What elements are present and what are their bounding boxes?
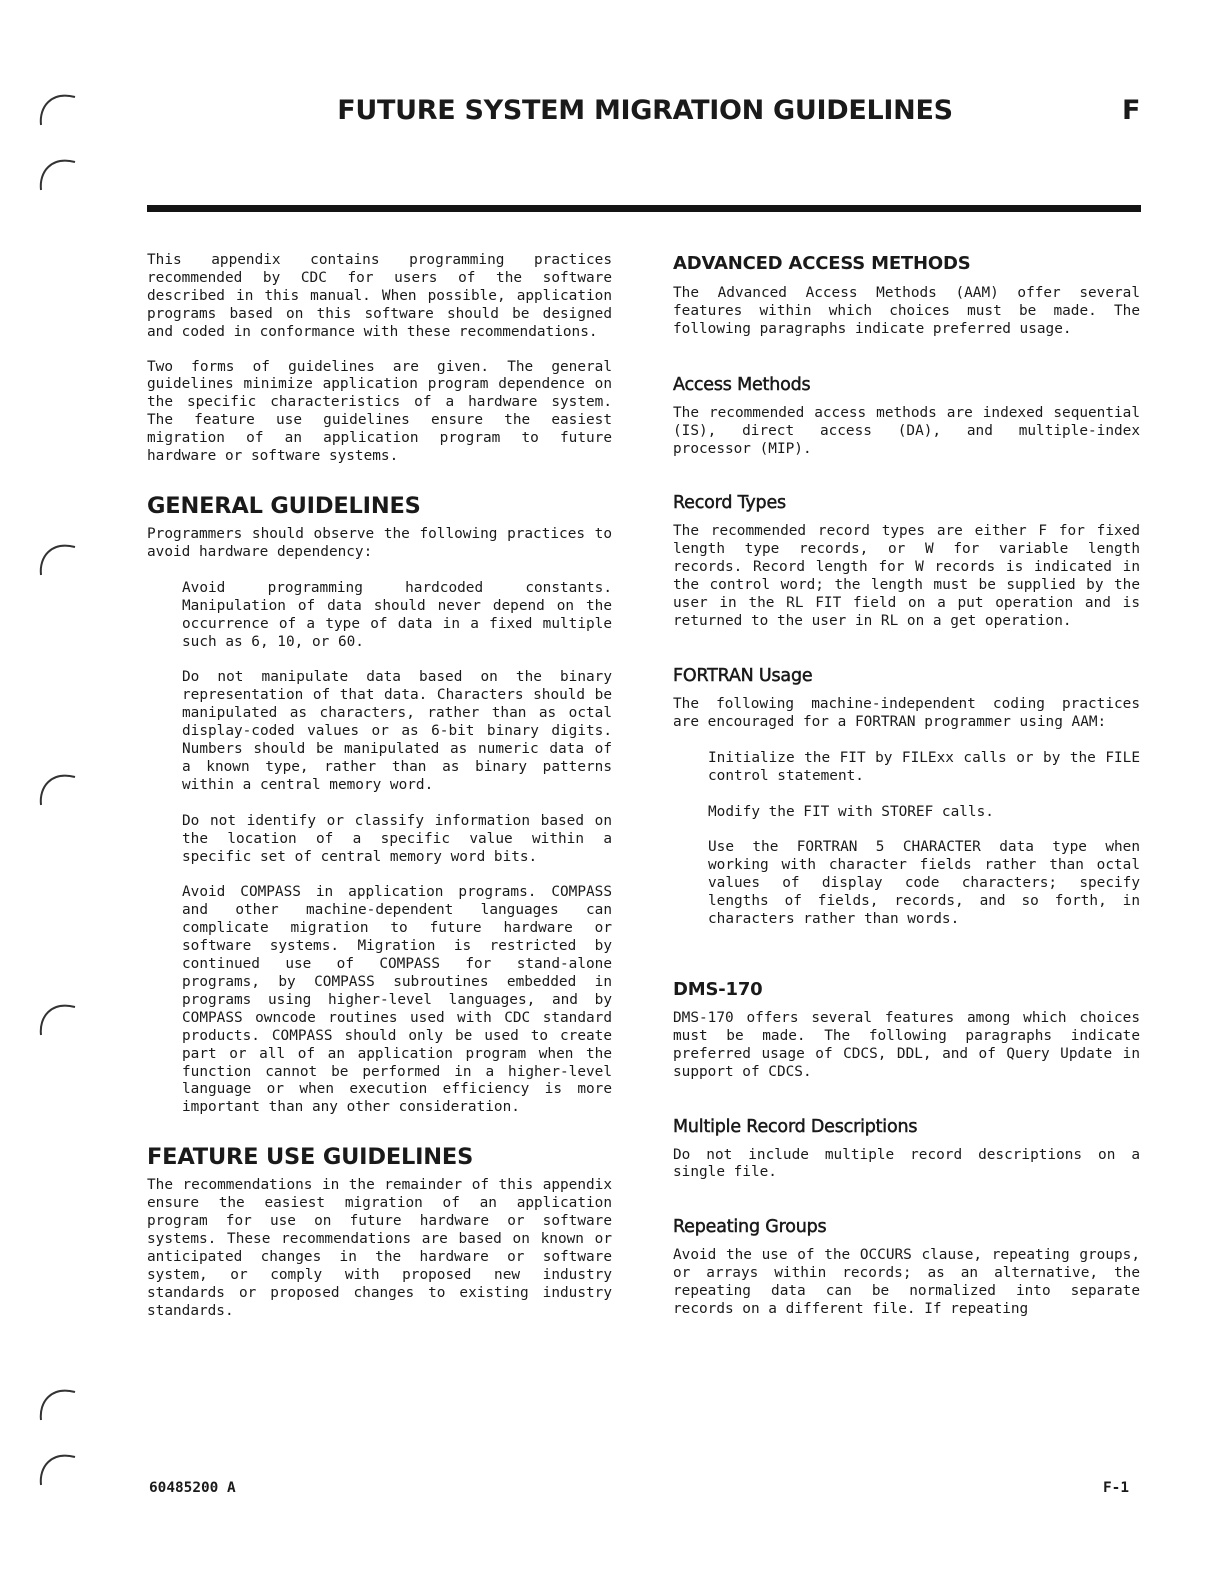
binder-hole-icon <box>35 150 80 195</box>
section-heading-feature: FEATURE USE GUIDELINES <box>147 1144 474 1171</box>
aam-paragraph: The Advanced Access Methods (AAM) offer several features within which choices must be made. The following paragraphs indicate preferred usage. <box>673 285 1140 337</box>
intro-paragraph: This appendix contains programming practices recommended by CDC for users of the software described in this manual. When possible, application programs based on this software should be designed and coded in conformance with these recommendations. <box>147 252 612 340</box>
document-number: 60485200 A <box>149 1480 236 1496</box>
fortran-paragraph: The following machine-independent coding practices are encouraged for a FORTRAN programmer using AAM: <box>673 695 1140 730</box>
list-item: Use the FORTRAN 5 CHARACTER data type when working with character fields rather than octal values of display code characters; specify lengths of fields, records, and so forth, in characters rather than words. <box>708 839 1140 928</box>
list-item: Avoid COMPASS in application programs. COMPASS and other machine-dependent languages can complicate migration to future hardware or software systems. Migration is restricted by continued use of COMPASS for stand-alone programs, by COMPASS subroutines embedded in programs using higher-level languages, and by COMPASS owncode routines used with CDC standard products. COMPASS should only be used to create part or all of an application program when the function cannot be performed in a higher-level language or when execution efficiency is more important than any other consideration. <box>182 884 612 1116</box>
subheading-repeating-groups: Repeating Groups <box>673 1217 827 1238</box>
general-intro: Programmers should observe the following practices to avoid hardware dependency: <box>147 525 612 560</box>
binder-hole-icon <box>35 1380 80 1425</box>
list-item: Do not identify or classify information based on the location of a specific value within a specific set of central memory word bits. <box>182 812 612 865</box>
subheading-multiple-record: Multiple Record Descriptions <box>673 1116 918 1137</box>
binder-hole-icon <box>35 535 80 580</box>
access-paragraph: The recommended access methods are indexed sequential (IS), direct access (DA), and multiple-index processor (MIP). <box>673 404 1140 457</box>
dms-paragraph: DMS-170 offers several features among which choices must be made. The following paragraphs indicate preferred usage of CDCS, DDL, and of Query Update in support of CDCS. <box>673 1009 1140 1080</box>
feature-paragraph: The recommendations in the remainder of this appendix ensure the easiest migration of an application program for use on future hardware or software systems. These recommendations are based on known or anticipated changes in the hardware or software system, or comply with proposed new industry standards or proposed changes to existing industry standards. <box>147 1177 612 1319</box>
binder-hole-icon <box>35 765 80 810</box>
intro-paragraph: Two forms of guidelines are given. The general guidelines minimize application program dependence on the specific characteristics of a hardware system. The feature use guidelines ensure the easiest migration of an application program to future hardware or software systems. <box>147 358 612 465</box>
list-item: Avoid programming hardcoded constants. Manipulation of data should never depend on the occurrence of a type of data in a fixed multiple such as 6, 10, or 60. <box>182 579 612 650</box>
subheading-fortran-usage: FORTRAN Usage <box>673 665 813 686</box>
page-title: FUTURE SYSTEM MIGRATION GUIDELINES <box>337 95 953 126</box>
list-item: Initialize the FIT by FILExx calls or by the FILE control statement. <box>708 749 1140 784</box>
record-paragraph: The recommended record types are either F for fixed length type records, or W for variable length records. Record length for W records is indicated in the control word; the length must be supplied by the user in the RL FIT field on a put operation and is returned to the user in RL on a get operation. <box>673 523 1140 629</box>
binder-hole-icon <box>35 1445 80 1490</box>
multiple-paragraph: Do not include multiple record descriptions on a single file. <box>673 1146 1140 1181</box>
list-item: Do not manipulate data based on the binary representation of that data. Characters should be manipulated as characters, rather than as octal display-coded values or as 6-bit binary digits. Numbers should be manipulated as numeric data of a known type, rather than as binary patterns within a central memory word. <box>182 669 612 793</box>
section-heading-dms: DMS-170 <box>673 978 763 1000</box>
header-rule <box>147 205 1141 212</box>
section-heading-aam: ADVANCED ACCESS METHODS <box>673 253 971 274</box>
page-number: F-1 <box>1103 1480 1129 1496</box>
binder-hole-icon <box>35 85 80 130</box>
section-heading-general: GENERAL GUIDELINES <box>147 492 421 519</box>
subheading-record-types: Record Types <box>673 493 786 514</box>
left-column <box>147 252 612 1321</box>
appendix-letter: F <box>1122 95 1141 126</box>
subheading-access-methods: Access Methods <box>673 374 811 395</box>
list-item: Modify the FIT with STOREF calls. <box>708 803 994 820</box>
binder-hole-icon <box>35 995 80 1040</box>
repeating-paragraph: Avoid the use of the OCCURS clause, repeating groups, or arrays within records; as an alternative, the repeating data can be normalized into separate records on a different file. If repeating <box>673 1247 1140 1318</box>
right-column <box>673 252 1140 1319</box>
